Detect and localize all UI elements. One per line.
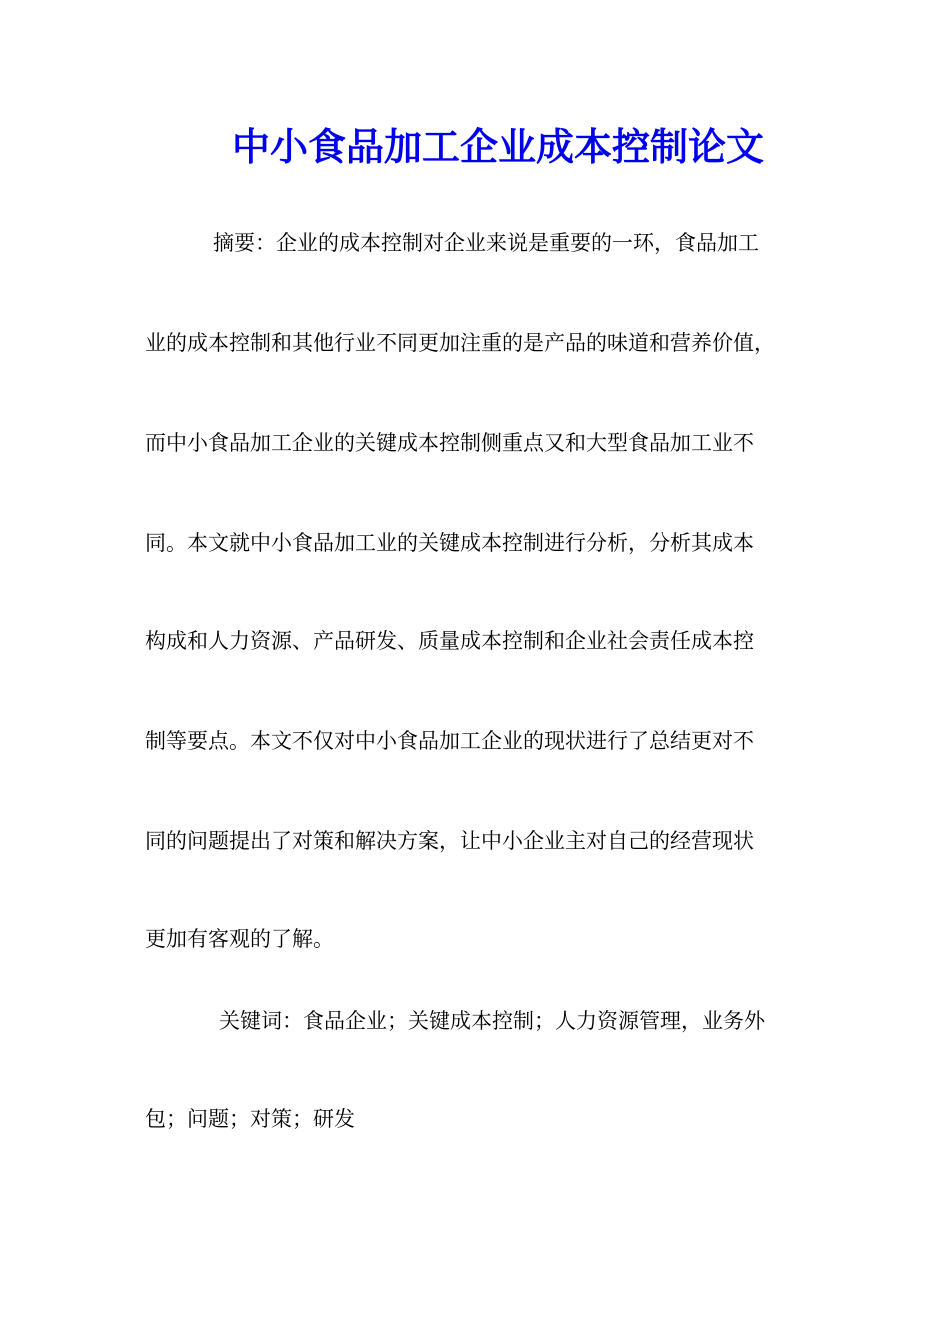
keywords-line: 包；问题；对策；研发: [145, 1107, 355, 1131]
abstract-line: 同的问题提出了对策和解决方案，让中小企业主对自己的经营现状: [145, 829, 754, 853]
abstract-line: 更加有客观的了解。: [145, 927, 334, 951]
abstract-line: 制等要点。本文不仅对中小食品加工企业的现状进行了总结更对不: [145, 729, 754, 753]
abstract-line: 构成和人力资源、产品研发、质量成本控制和企业社会责任成本控: [145, 629, 754, 653]
abstract-line: 而中小食品加工企业的关键成本控制侧重点又和大型食品加工业不: [145, 431, 754, 455]
document-title: 中小食品加工企业成本控制论文: [231, 124, 764, 169]
abstract-line: 同。本文就中小食品加工业的关键成本控制进行分析，分析其成本: [145, 531, 754, 555]
keywords-line: 关键词：食品企业；关键成本控制；人力资源管理，业务外: [219, 1009, 765, 1033]
abstract-line: 业的成本控制和其他行业不同更加注重的是产品的味道和营养价值，: [145, 331, 775, 355]
abstract-line: 摘要：企业的成本控制对企业来说是重要的一环，食品加工: [213, 231, 759, 255]
